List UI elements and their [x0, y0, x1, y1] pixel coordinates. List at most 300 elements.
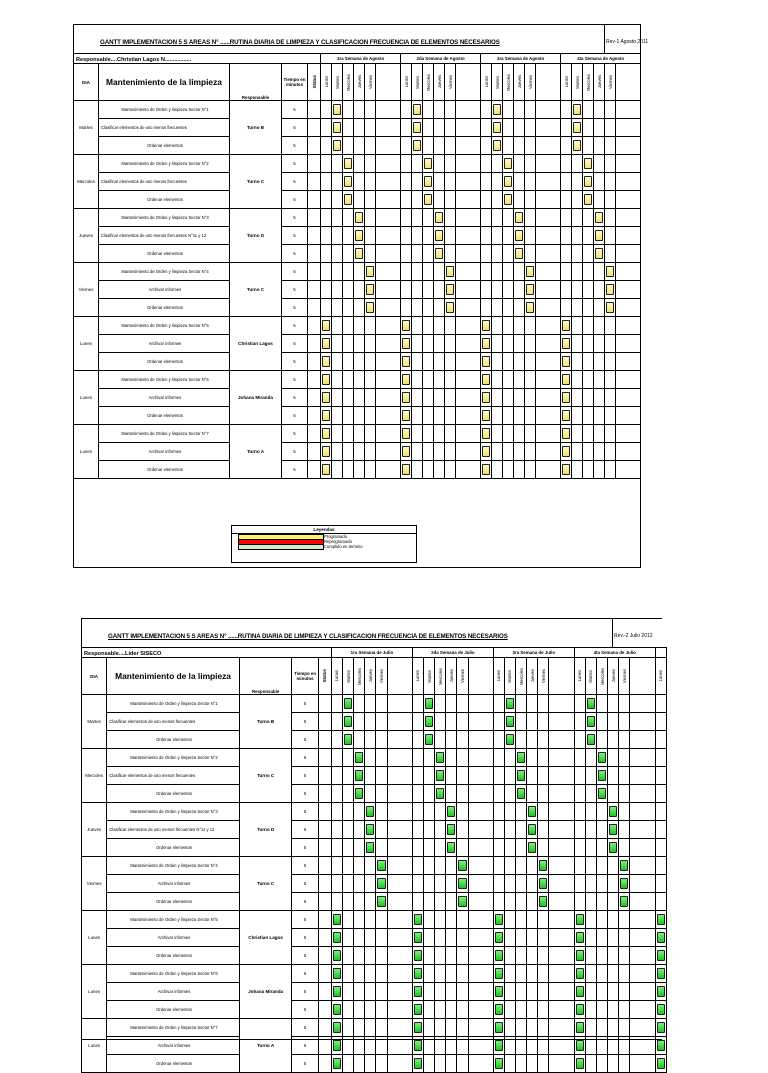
schedule-cell	[445, 227, 456, 245]
schedule-cell	[514, 155, 525, 173]
status-cell	[308, 353, 321, 371]
schedule-cell	[376, 1055, 387, 1073]
scheduled-bar	[366, 284, 374, 295]
schedule-cell	[630, 857, 655, 875]
schedule-cell	[504, 965, 515, 983]
schedule-cell	[423, 191, 434, 209]
schedule-cell	[434, 227, 445, 245]
day-column-header	[365, 658, 376, 695]
schedule-cell	[504, 947, 515, 965]
schedule-cell	[605, 173, 616, 191]
completed-bar	[587, 716, 595, 727]
schedule-cell	[538, 713, 549, 731]
schedule-cell	[572, 353, 583, 371]
schedule-cell	[376, 425, 401, 443]
schedule-cell	[605, 101, 616, 119]
schedule-cell	[401, 425, 412, 443]
table-row	[74, 443, 641, 461]
table-row	[82, 695, 667, 713]
schedule-cell	[457, 821, 468, 839]
schedule-cell	[516, 803, 527, 821]
schedule-cell	[492, 389, 503, 407]
schedule-cell	[525, 299, 536, 317]
completed-bar	[414, 1004, 422, 1015]
day-column-header	[365, 64, 376, 101]
activity-cell: Mantenimiento de Orden y limpieza Sector N°3	[107, 803, 240, 821]
schedule-cell	[493, 767, 504, 785]
schedule-cell	[423, 353, 434, 371]
schedule-cell	[434, 101, 445, 119]
schedule-cell	[619, 731, 630, 749]
table-row	[82, 1055, 667, 1073]
schedule-cell	[456, 317, 481, 335]
schedule-cell	[492, 173, 503, 191]
day-name-label: Viernes	[621, 668, 627, 684]
schedule-cell	[616, 137, 641, 155]
schedule-cell	[401, 407, 412, 425]
schedule-cell	[594, 209, 605, 227]
status-cell	[308, 335, 321, 353]
week-header: 2da Semana de Agosto	[401, 54, 481, 64]
schedule-cell	[365, 911, 376, 929]
schedule-cell	[354, 245, 365, 263]
scheduled-bar	[595, 230, 603, 241]
minutes-cell: 5	[292, 803, 318, 821]
schedule-cell	[321, 407, 332, 425]
schedule-cell	[321, 155, 332, 173]
schedule-cell	[605, 155, 616, 173]
schedule-cell	[525, 317, 536, 335]
status-cell	[308, 227, 321, 245]
completed-bar	[414, 986, 422, 997]
schedule-cell	[561, 371, 572, 389]
schedule-cell	[630, 713, 655, 731]
schedule-cell	[493, 1055, 504, 1073]
schedule-cell	[401, 335, 412, 353]
activity-cell: Mantenimiento de Orden y limpieza Sector N°4	[107, 857, 240, 875]
minutes-cell: 5	[282, 299, 308, 317]
schedule-cell	[401, 137, 412, 155]
schedule-cell	[561, 245, 572, 263]
minutes-cell: 5	[282, 335, 308, 353]
schedule-cell	[332, 425, 343, 443]
schedule-cell	[365, 785, 376, 803]
completed-bar	[458, 878, 466, 889]
schedule-cell	[574, 821, 585, 839]
schedule-cell	[514, 335, 525, 353]
schedule-cell	[412, 947, 423, 965]
schedule-cell	[468, 695, 493, 713]
day-cell: Martes	[74, 101, 99, 155]
minutes-cell: 5	[292, 893, 318, 911]
schedule-cell	[446, 1037, 457, 1055]
schedule-cell	[412, 353, 423, 371]
schedule-cell	[321, 209, 332, 227]
schedule-cell	[401, 227, 412, 245]
scheduled-bar	[333, 140, 341, 151]
schedule-cell	[376, 371, 401, 389]
schedule-cell	[445, 317, 456, 335]
schedule-cell	[412, 875, 423, 893]
schedule-cell	[616, 371, 641, 389]
day-column-header	[616, 64, 641, 101]
schedule-cell	[412, 425, 423, 443]
schedule-cell	[445, 371, 456, 389]
schedule-cell	[343, 785, 354, 803]
schedule-cell	[608, 1019, 619, 1037]
schedule-cell	[343, 191, 354, 209]
schedule-cell	[456, 371, 481, 389]
schedule-cell	[424, 857, 435, 875]
schedule-cell	[376, 965, 387, 983]
schedule-cell	[514, 461, 525, 479]
schedule-cell	[619, 857, 630, 875]
table-row	[82, 965, 667, 983]
minutes-cell: 5	[282, 407, 308, 425]
schedule-cell	[516, 749, 527, 767]
header-status-label: Status	[322, 669, 328, 683]
schedule-cell	[446, 785, 457, 803]
completed-bar	[495, 950, 503, 961]
schedule-cell	[538, 839, 549, 857]
schedule-cell	[365, 425, 376, 443]
schedule-cell	[354, 263, 365, 281]
schedule-cell	[354, 911, 365, 929]
schedule-cell	[583, 371, 594, 389]
minutes-cell: 5	[282, 191, 308, 209]
table-row	[74, 281, 641, 299]
schedule-cell	[343, 389, 354, 407]
completed-bar	[539, 860, 547, 871]
completed-bar	[576, 968, 584, 979]
schedule-cell	[572, 119, 583, 137]
schedule-cell	[343, 713, 354, 731]
status-cell	[308, 263, 321, 281]
schedule-cell	[468, 983, 493, 1001]
schedule-cell	[594, 335, 605, 353]
status-cell	[318, 1019, 331, 1037]
status-cell	[308, 389, 321, 407]
schedule-cell	[503, 389, 514, 407]
schedule-cell	[572, 263, 583, 281]
schedule-cell	[493, 893, 504, 911]
schedule-cell	[514, 245, 525, 263]
schedule-cell	[594, 461, 605, 479]
schedule-cell	[365, 173, 376, 191]
activity-cell: Ordenar elementos	[107, 947, 240, 965]
schedule-cell	[423, 209, 434, 227]
schedule-cell	[630, 821, 655, 839]
schedule-cell	[354, 461, 365, 479]
schedule-cell	[321, 461, 332, 479]
schedule-cell	[525, 461, 536, 479]
activity-cell: Archivar informes	[99, 389, 230, 407]
table-row	[82, 1019, 667, 1037]
schedule-cell	[527, 1037, 538, 1055]
day-name-label: Jueves	[529, 669, 535, 683]
schedule-cell	[525, 119, 536, 137]
scheduled-bar	[435, 248, 443, 259]
schedule-cell	[387, 875, 412, 893]
schedule-cell	[594, 191, 605, 209]
schedule-cell	[616, 263, 641, 281]
schedule-cell	[572, 173, 583, 191]
schedule-cell	[597, 731, 608, 749]
schedule-cell	[616, 245, 641, 263]
completed-bar	[598, 752, 606, 763]
table-row	[82, 767, 667, 785]
day-cell: Viernes	[82, 857, 107, 911]
scheduled-bar	[355, 248, 363, 259]
schedule-cell	[412, 335, 423, 353]
schedule-cell	[549, 1019, 574, 1037]
schedule-cell	[536, 461, 561, 479]
schedule-cell	[445, 461, 456, 479]
schedule-cell	[445, 263, 456, 281]
scheduled-bar	[482, 320, 490, 331]
schedule-cell	[331, 839, 342, 857]
schedule-cell	[412, 821, 423, 839]
day-column-header	[331, 658, 342, 695]
schedule-cell	[492, 353, 503, 371]
completed-bar	[576, 1040, 584, 1051]
completed-bar	[414, 1058, 422, 1069]
schedule-cell	[561, 299, 572, 317]
minutes-cell: 5	[292, 929, 318, 947]
schedule-cell	[549, 983, 574, 1001]
schedule-cell	[424, 803, 435, 821]
schedule-cell	[525, 209, 536, 227]
schedule-cell	[423, 119, 434, 137]
completed-bar	[333, 1004, 341, 1015]
completed-bar	[333, 950, 341, 961]
schedule-cell	[354, 821, 365, 839]
table-row	[82, 1001, 667, 1019]
schedule-cell	[412, 299, 423, 317]
table-row	[74, 101, 641, 119]
schedule-cell	[597, 1001, 608, 1019]
activity-cell: Ordenar elementos	[99, 191, 230, 209]
scheduled-bar	[366, 302, 374, 313]
schedule-cell	[445, 335, 456, 353]
completed-bar	[414, 914, 422, 925]
schedule-cell	[376, 299, 401, 317]
schedule-cell	[445, 191, 456, 209]
schedule-cell	[619, 911, 630, 929]
schedule-cell	[616, 299, 641, 317]
schedule-cell	[376, 875, 387, 893]
schedule-cell	[549, 749, 574, 767]
completed-bar	[657, 1040, 665, 1051]
schedule-cell	[343, 425, 354, 443]
schedule-cell	[616, 227, 641, 245]
schedule-cell	[354, 101, 365, 119]
schedule-cell	[365, 461, 376, 479]
schedule-cell	[572, 425, 583, 443]
schedule-cell	[572, 461, 583, 479]
schedule-cell	[468, 821, 493, 839]
responsible-cell: Johana Miranda	[230, 371, 282, 425]
schedule-cell	[525, 155, 536, 173]
schedule-cell	[597, 839, 608, 857]
schedule-cell	[585, 1055, 596, 1073]
schedule-cell	[457, 839, 468, 857]
schedule-cell	[456, 263, 481, 281]
scheduled-bar	[413, 104, 421, 115]
schedule-cell	[481, 299, 492, 317]
schedule-cell	[481, 173, 492, 191]
schedule-cell	[435, 893, 446, 911]
schedule-cell	[424, 1001, 435, 1019]
schedule-cell	[434, 281, 445, 299]
completed-bar	[506, 734, 514, 745]
week-header-overflow	[655, 648, 666, 658]
schedule-cell	[605, 407, 616, 425]
scheduled-bar	[402, 464, 410, 475]
schedule-cell	[387, 1019, 412, 1037]
schedule-cell	[387, 839, 412, 857]
schedule-cell	[456, 353, 481, 371]
schedule-cell	[561, 137, 572, 155]
schedule-cell	[561, 443, 572, 461]
schedule-cell	[412, 101, 423, 119]
activity-cell: Clasificar elementos de uso menos frecuentes	[99, 119, 230, 137]
schedule-cell	[435, 785, 446, 803]
schedule-cell	[424, 947, 435, 965]
schedule-cell	[594, 227, 605, 245]
schedule-cell	[387, 983, 412, 1001]
schedule-cell	[365, 155, 376, 173]
day-name-label: Martes	[588, 669, 594, 683]
schedule-cell	[354, 929, 365, 947]
schedule-cell	[504, 749, 515, 767]
table-row	[74, 407, 641, 425]
completed-bar	[495, 986, 503, 997]
schedule-cell	[412, 839, 423, 857]
scheduled-bar	[562, 392, 570, 403]
activity-cell: Mantenimiento de Orden y limpieza Sector N°2	[107, 749, 240, 767]
day-column-header	[434, 64, 445, 101]
schedule-cell	[574, 749, 585, 767]
schedule-cell	[354, 1001, 365, 1019]
minutes-cell: 5	[292, 965, 318, 983]
schedule-cell	[332, 317, 343, 335]
schedule-cell	[354, 695, 365, 713]
schedule-cell	[527, 875, 538, 893]
schedule-cell	[514, 353, 525, 371]
schedule-cell	[354, 191, 365, 209]
schedule-cell	[376, 767, 387, 785]
minutes-cell: 5	[282, 209, 308, 227]
schedule-cell	[481, 353, 492, 371]
completed-bar	[576, 1004, 584, 1015]
schedule-cell	[605, 425, 616, 443]
schedule-cell	[365, 137, 376, 155]
schedule-cell	[412, 209, 423, 227]
table-row	[74, 425, 641, 443]
schedule-cell	[365, 227, 376, 245]
schedule-cell	[574, 803, 585, 821]
schedule-cell	[331, 947, 342, 965]
table-row	[82, 839, 667, 857]
schedule-cell	[525, 389, 536, 407]
schedule-cell	[608, 929, 619, 947]
completed-bar	[576, 950, 584, 961]
schedule-cell	[424, 749, 435, 767]
scheduled-bar	[344, 194, 352, 205]
schedule-cell	[365, 731, 376, 749]
schedule-cell	[514, 101, 525, 119]
completed-bar	[576, 932, 584, 943]
schedule-cell	[481, 245, 492, 263]
schedule-cell	[456, 281, 481, 299]
schedule-cell	[655, 929, 666, 947]
scheduled-bar	[482, 392, 490, 403]
schedule-cell	[572, 299, 583, 317]
schedule-cell	[456, 173, 481, 191]
scheduled-bar	[413, 140, 421, 151]
schedule-cell	[630, 1055, 655, 1073]
schedule-cell	[423, 263, 434, 281]
schedule-cell	[435, 947, 446, 965]
schedule-cell	[435, 713, 446, 731]
schedule-cell	[630, 731, 655, 749]
status-cell	[308, 155, 321, 173]
schedule-cell	[321, 353, 332, 371]
schedule-cell	[365, 767, 376, 785]
schedule-cell	[321, 119, 332, 137]
day-column-header	[630, 658, 655, 695]
day-column-header	[608, 658, 619, 695]
schedule-cell	[583, 155, 594, 173]
activity-cell: Ordenar elementos	[107, 731, 240, 749]
schedule-cell	[434, 119, 445, 137]
schedule-cell	[435, 911, 446, 929]
schedule-cell	[561, 263, 572, 281]
activity-cell: Mantenimiento de Orden y limpieza Sector N°3	[99, 209, 230, 227]
schedule-cell	[605, 299, 616, 317]
status-cell	[308, 443, 321, 461]
schedule-cell	[597, 875, 608, 893]
schedule-cell	[412, 263, 423, 281]
schedule-cell	[516, 767, 527, 785]
table-row	[82, 803, 667, 821]
activity-cell: Mantenimiento de Orden y limpieza Sector N°5	[99, 317, 230, 335]
minutes-cell: 5	[282, 425, 308, 443]
table-row	[82, 731, 667, 749]
schedule-cell	[331, 965, 342, 983]
schedule-cell	[492, 191, 503, 209]
schedule-cell	[343, 929, 354, 947]
completed-bar	[495, 1040, 503, 1051]
schedule-cell	[630, 929, 655, 947]
activity-cell: Mantenimiento de Orden y limpieza Sector N°7	[99, 425, 230, 443]
schedule-cell	[434, 461, 445, 479]
schedule-cell	[536, 209, 561, 227]
day-name-label: Mercoles	[599, 667, 605, 685]
scheduled-bar	[446, 266, 454, 277]
schedule-cell	[549, 947, 574, 965]
scheduled-bar	[322, 410, 330, 421]
schedule-cell	[527, 785, 538, 803]
schedule-cell	[445, 101, 456, 119]
schedule-cell	[343, 1001, 354, 1019]
schedule-cell	[343, 155, 354, 173]
completed-bar	[528, 842, 536, 853]
day-column-header	[514, 64, 525, 101]
completed-bar	[506, 698, 514, 709]
activity-cell: Archivar informes	[107, 875, 240, 893]
